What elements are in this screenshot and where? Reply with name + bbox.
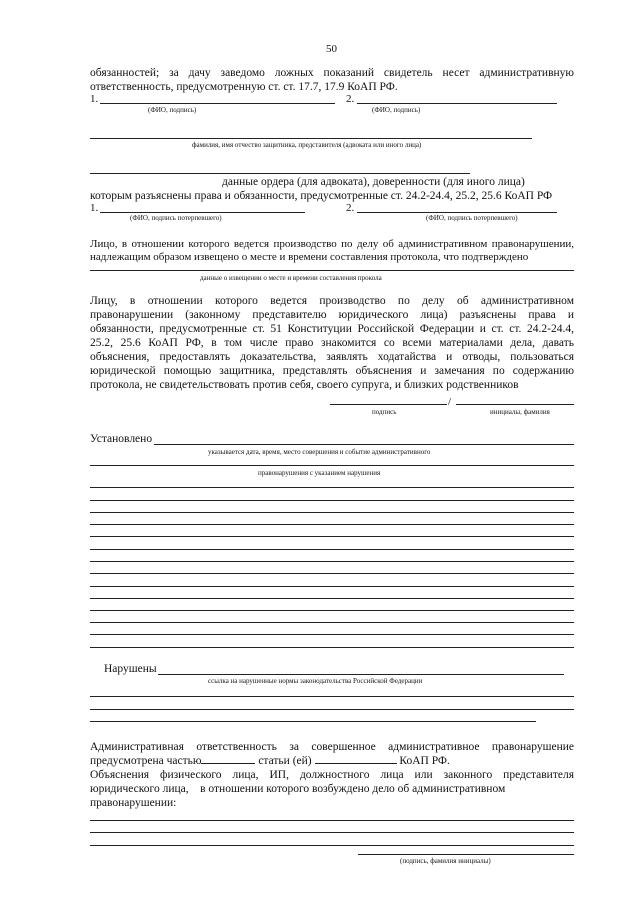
rights-paragraph: [90, 294, 574, 392]
established-caption-2: правонарушения с указанием нарушения: [258, 469, 381, 477]
explanation-line-a: [90, 820, 574, 821]
rights-line-1: Лицу, в отношении которого ведется производство по делу об административном: [90, 295, 574, 307]
liability-line-2: [90, 754, 450, 768]
defender-rights-text: которым разъяснены права и обязанности, предусмотренные ст. 24.2-24.4, 25.2, 25.6 КоАП РФ: [90, 190, 553, 202]
established-line-15: [90, 647, 574, 648]
victim-sig-2-number: 2.: [346, 202, 355, 214]
established-line-1: [90, 465, 574, 466]
notice-line-1: Лицо, в отношении которого ведется производство по делу об административном правонарушении,: [90, 238, 574, 250]
top-line-2: ответственность, предусмотренную ст. ст. 17.7, 17.9 КоАП РФ.: [90, 81, 398, 93]
notice-caption: данные о извещении о месте и времени составления прокола: [200, 274, 382, 282]
page-number: 50: [326, 43, 337, 55]
victim-sig-1-line: [100, 212, 305, 213]
notice-line-2: надлежащим образом извещено о месте и времени составления протокола, что подтверждено: [90, 251, 529, 263]
violated-line-3: [90, 721, 536, 722]
liability-line-1: Административная ответственность за совершенное административное правонарушение: [90, 741, 574, 753]
sig-2-caption: (ФИО, подпись): [372, 106, 421, 114]
sig-1-line: [100, 103, 335, 104]
rights-line-5: объяснения, предоставлять доказательства, заявлять ходатайства и отводы, пользоваться: [90, 351, 574, 363]
established-line-5: [90, 524, 574, 525]
established-line-3: [90, 500, 574, 501]
established-line-4: [90, 512, 574, 513]
liability-article-label: статьи (ей): [258, 755, 312, 767]
explanation-line-1: Объяснения физического лица, ИП, должностного лица или законного представителя: [90, 769, 574, 781]
defender-order-line: [90, 173, 470, 174]
sig-2-number: 2.: [346, 93, 355, 105]
sig-2-line: [357, 103, 557, 104]
article-blank: [315, 763, 397, 764]
violated-line-1: [90, 696, 574, 697]
explanation-line-3: правонарушении:: [90, 797, 177, 809]
part-blank: [201, 763, 255, 764]
liability-code-label: КоАП РФ.: [399, 755, 450, 767]
sign-slash: /: [448, 396, 452, 408]
liability-part-label: предусмотрена частью: [90, 755, 202, 767]
order-caption: данные ордера (для адвоката), доверенности (для иного лица): [222, 176, 525, 188]
victim-sig-2-line: [357, 212, 557, 213]
victim-sig-1-number: 1.: [90, 202, 99, 214]
rights-line-7: протокола, не свидетельствовать против себя, своего супруга, и близких родственников: [90, 379, 519, 391]
established-caption-1: указывается дата, время, место совершения и событие административного: [208, 448, 431, 456]
violated-line-2: [90, 709, 574, 710]
violated-caption: ссылка на нарушенные нормы законодательства Российской Федерации: [208, 677, 423, 685]
final-signature-line: [358, 854, 574, 855]
rights-line-2: правонарушении (законному представителю юридического лица) разъяснены права и: [90, 309, 574, 321]
defender-caption: фамилия, имя отчество защитника, представителя (адвоката или иного лица): [192, 141, 422, 149]
established-line-14: [90, 634, 574, 635]
victim-sig-1-caption: (ФИО, подпись потерпевшего): [130, 214, 222, 222]
defender-name-line: [90, 138, 532, 139]
established-line-10: [90, 586, 574, 587]
explanation-line-c: [90, 845, 574, 846]
rights-line-3: обязанности, предусмотренные ст. 51 Конституции Российской Федерации и ст. ст. 24.2-24.4,: [90, 323, 574, 335]
sig-1-number: 1.: [90, 93, 99, 105]
established-line-12: [90, 610, 574, 611]
established-line-0: [154, 444, 574, 445]
violated-line-0: [158, 674, 564, 675]
name-line: [456, 404, 574, 405]
established-label: Установлено: [90, 433, 153, 445]
established-line-2: [90, 487, 574, 488]
rights-line-6: юридической помощью защитника, представлять объяснения и замечания по содержанию: [90, 365, 574, 377]
established-line-11: [90, 598, 574, 599]
established-line-13: [90, 622, 574, 623]
established-line-8: [90, 561, 574, 562]
established-line-6: [90, 536, 574, 537]
final-caption: (подпись, фамилия инициалы): [400, 857, 491, 865]
explanation-line-b: [90, 832, 574, 833]
explanation-line-2: юридического лица, в отношении которого возбуждено дело об административном: [90, 783, 506, 795]
sign-caption: подпись: [372, 408, 397, 416]
victim-sig-2-caption: (ФИО, подпись потерпевшего): [426, 214, 518, 222]
name-caption: инициалы, фамилия: [490, 408, 550, 416]
established-line-7: [90, 549, 574, 550]
violated-label: Нарушены: [104, 663, 157, 675]
top-line-1: обязанностей; за дачу заведомо ложных показаний свидетель несет административную: [90, 67, 574, 79]
sign-line: [330, 404, 447, 405]
rights-line-4: 25.2, 25.6 КоАП РФ, в том числе право знакомится со всеми материалами дела, давать: [90, 337, 574, 349]
sig-1-caption: (ФИО, подпись): [148, 106, 197, 114]
established-line-9: [90, 573, 574, 574]
notice-line: [90, 270, 574, 271]
